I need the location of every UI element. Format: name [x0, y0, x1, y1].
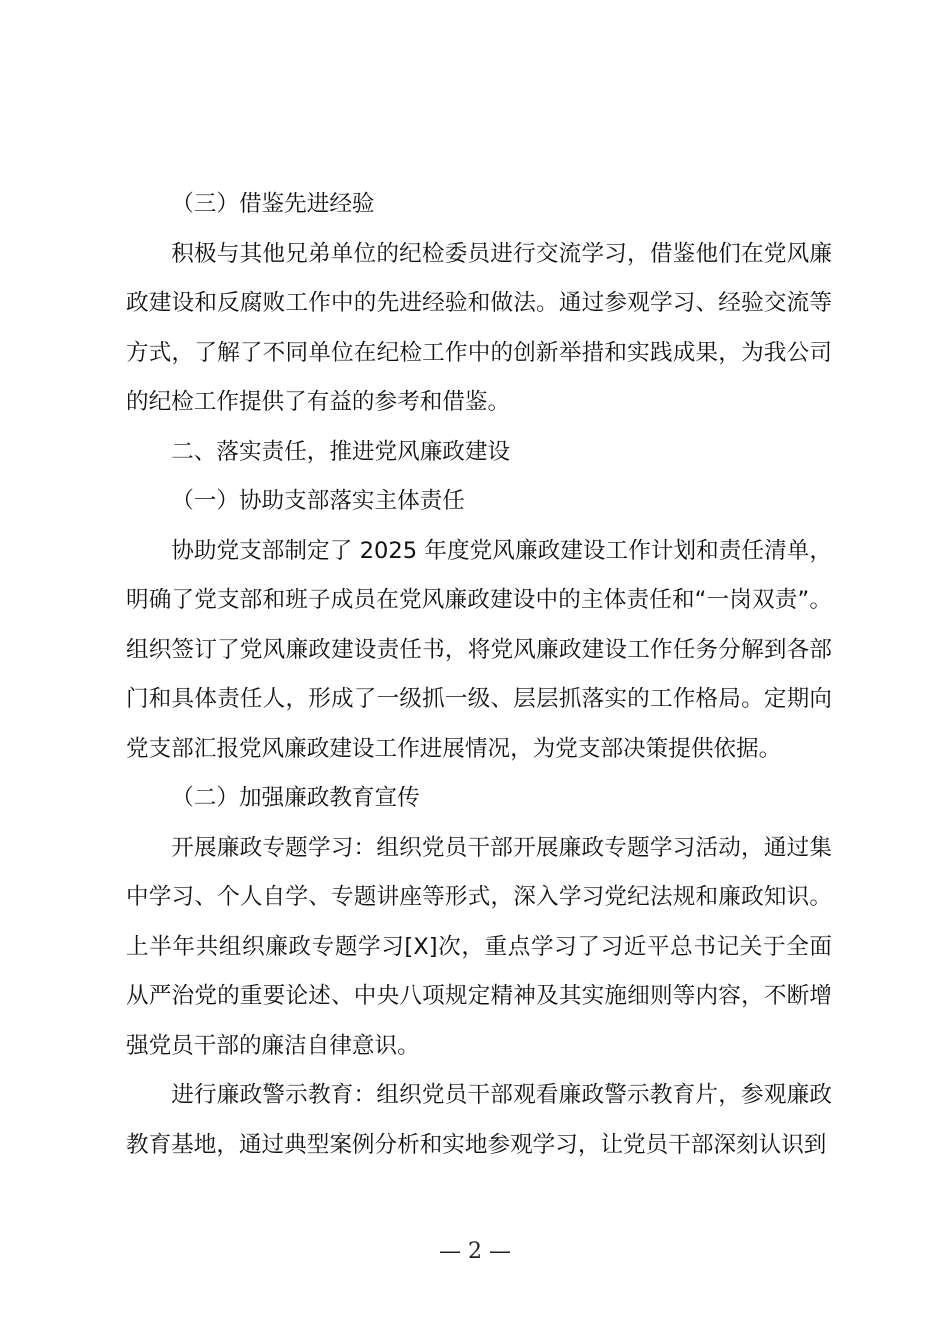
document-body	[126, 180, 832, 1170]
paragraph-warning-education: 进行廉政警示教育：组织党员干部观看廉政警示教育片，参观廉政教育基地，通过典型案例分析和实地参观学习，让党员干部深刻认识到	[126, 1082, 832, 1158]
paragraph-special-study: 开展廉政专题学习：组织党员干部开展廉政专题学习活动，通过集中学习、个人自学、专题讲座等形式，深入学习党纪法规和廉政知识。上半年共组织廉政专题学习[X]次，重点学习了习近平总书记关于全面从严治党的重要论述、中央八项规定精神及其实施细则等内容，不断增强党员干部的廉洁自律意识。	[126, 834, 832, 1059]
paragraph-assist-branch: 协助党支部制定了 2025 年度党风廉政建设工作计划和责任清单，明确了党支部和班子成员在党风廉政建设中的主体责任和“一岗双责”。组织签订了党风廉政建设责任书，将党风廉政建设工作任务分解到各部门和具体责任人，形成了一级抓一级、层层抓落实的工作格局。定期向党支部汇报党风廉政建设工作进展情况，为党支部决策提供依据。	[126, 537, 832, 762]
section-heading-1-assist-branch: （一）协助支部落实主体责任	[171, 488, 465, 514]
section-heading-2-implement-responsibility: 二、落实责任，推进党风廉政建设	[171, 438, 511, 465]
section-heading-3-borrow-experience: （三）借鉴先进经验	[171, 191, 375, 217]
paragraph-exchange-learning: 积极与其他兄弟单位的纪检委员进行交流学习，借鉴他们在党风廉政建设和反腐败工作中的先进经验和做法。通过参观学习、经验交流等方式，了解了不同单位在纪检工作中的创新举措和实践成果，为我公司的纪检工作提供了有益的参考和借鉴。	[126, 240, 832, 415]
page-number: — 2 —	[439, 1239, 511, 1264]
section-heading-2-education: （二）加强廉政教育宣传	[171, 785, 420, 811]
